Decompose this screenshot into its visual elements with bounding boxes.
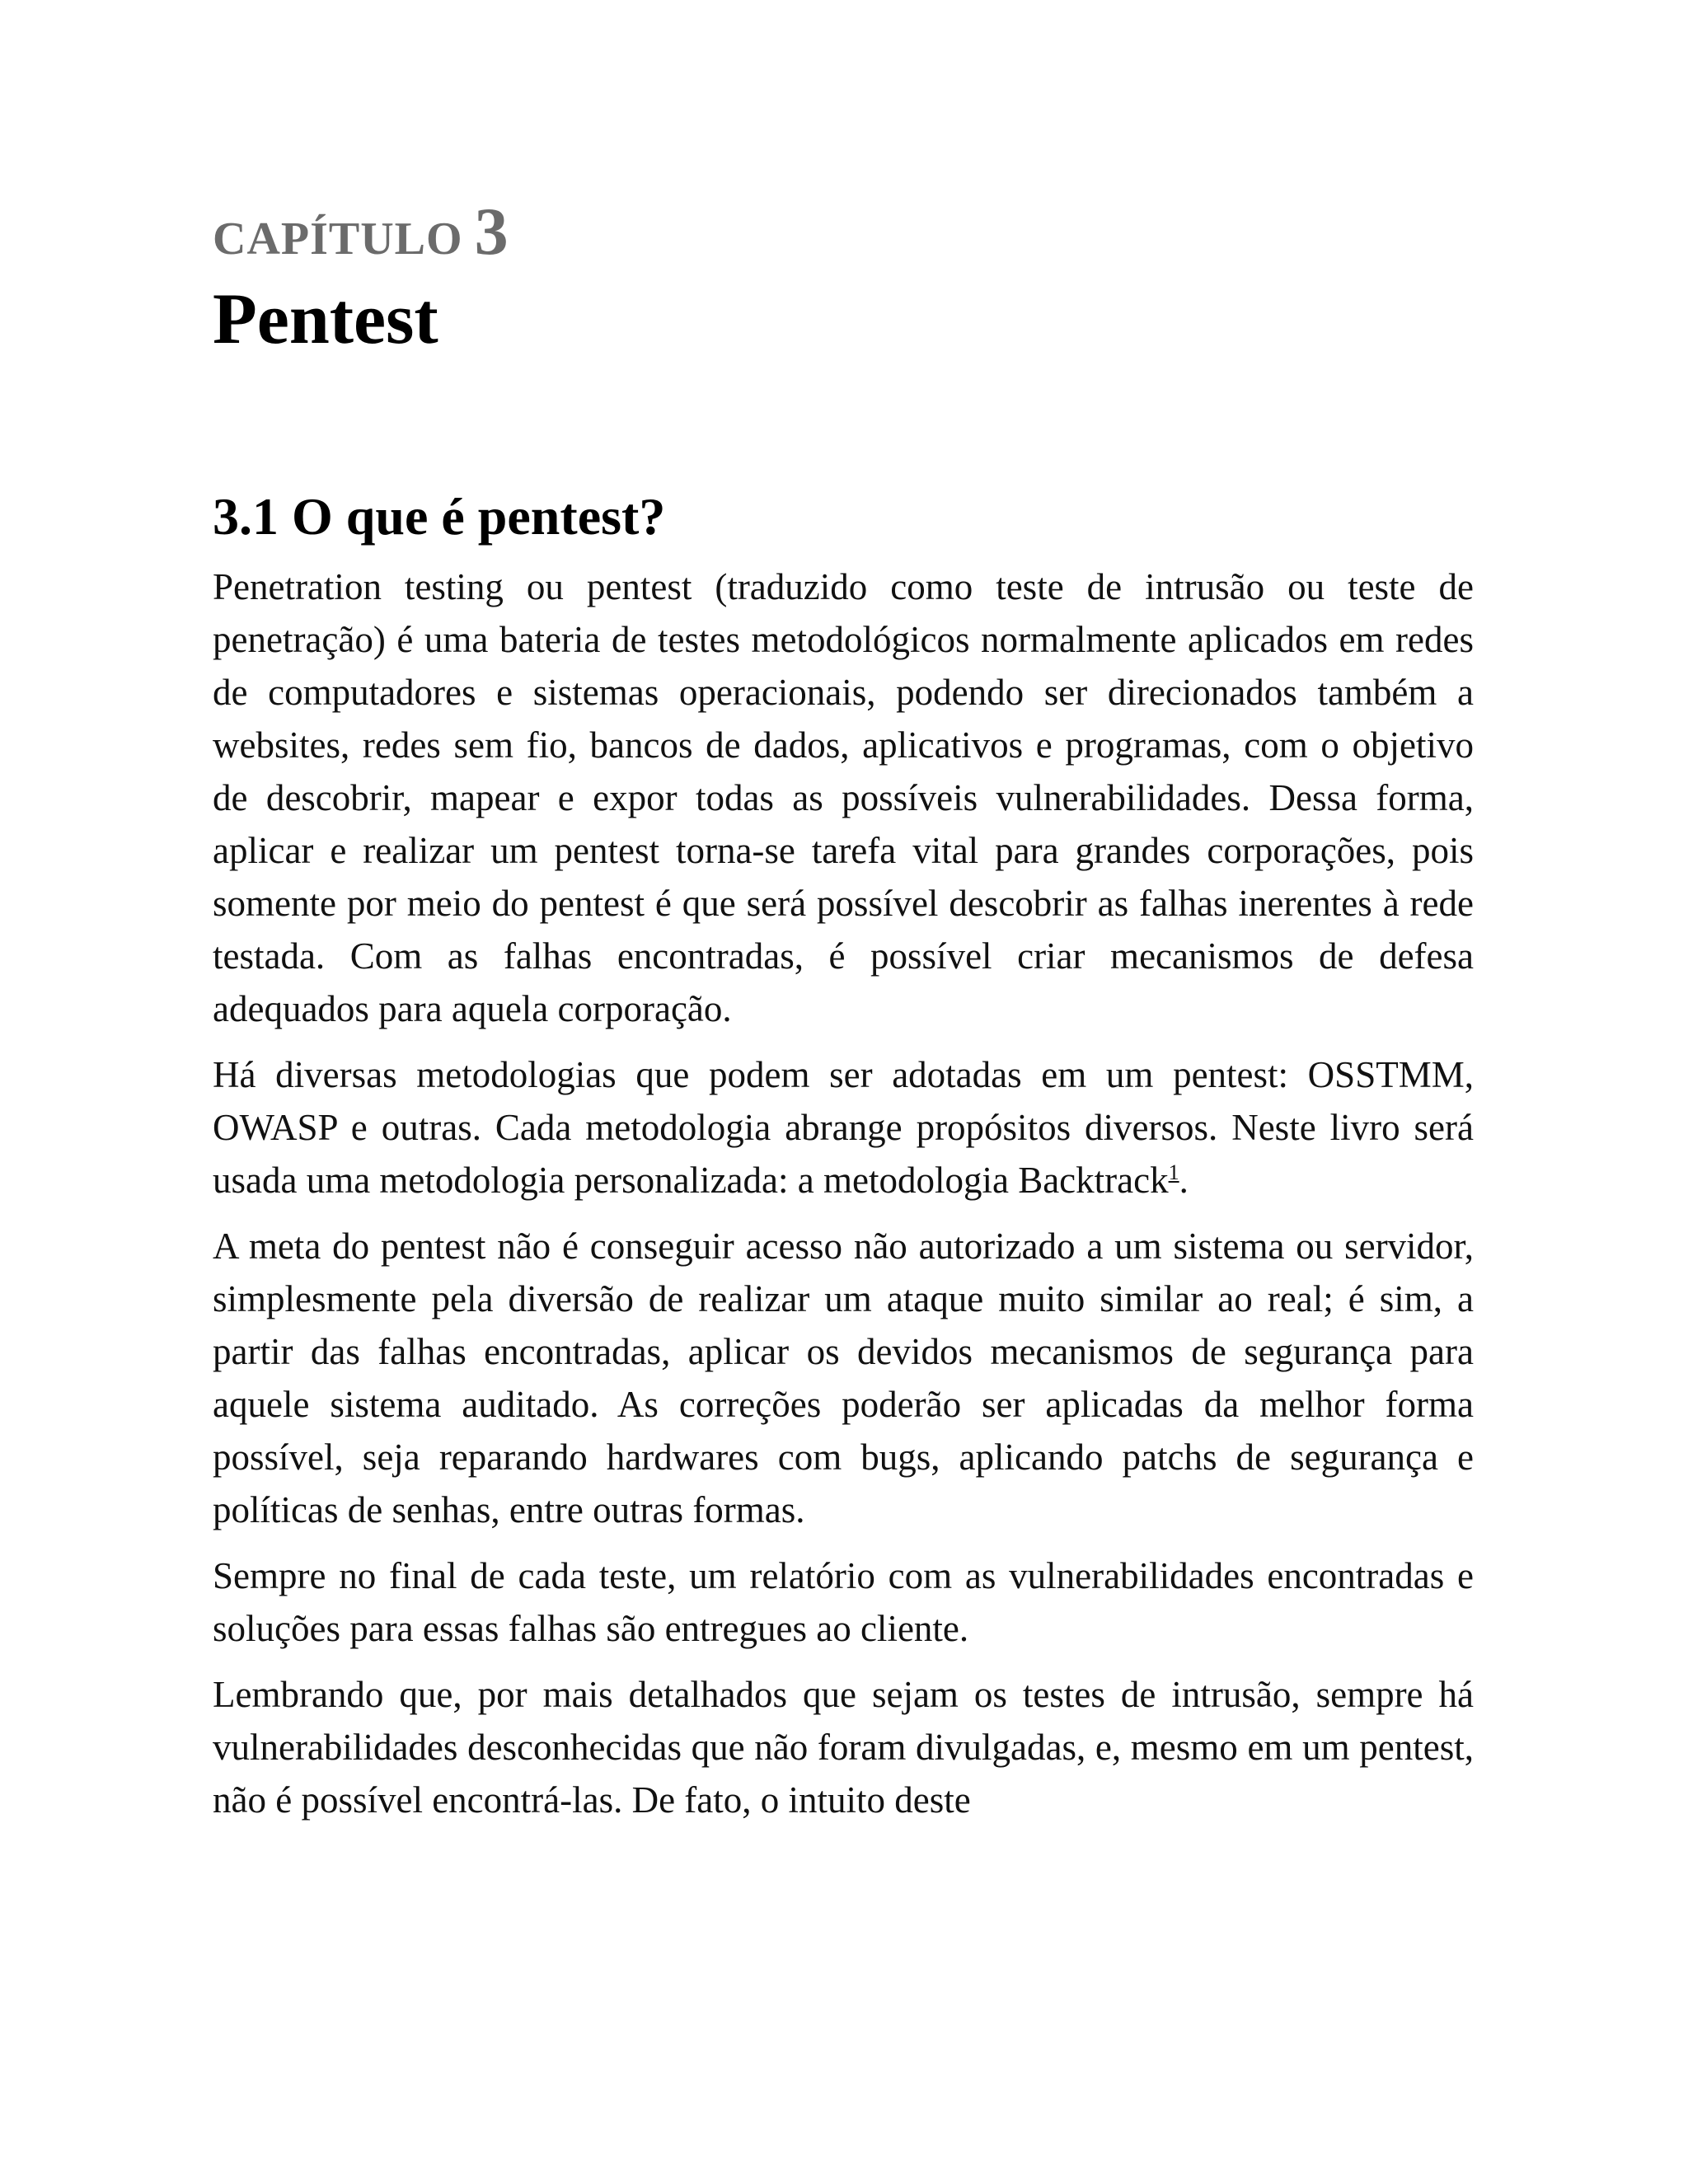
chapter-number: 3 bbox=[474, 194, 509, 269]
page-content bbox=[213, 194, 1474, 1840]
paragraph-5: Lembrando que, por mais detalhados que sejam os testes de intrusão, sempre há vulnerabilidades desconhecidas que não foram divulgadas, e, mesmo em um pentest, não é possível encontrá-las. De fato, o intuito deste bbox=[213, 1674, 1474, 1821]
section-title: 3.1 O que é pentest? bbox=[213, 486, 666, 546]
footnote-link[interactable]: 1 bbox=[1168, 1160, 1179, 1185]
chapter-title: Pentest bbox=[213, 279, 438, 359]
paragraph-3: A meta do pentest não é conseguir acesso não autorizado a um sistema ou servidor, simplesmente pela diversão de realizar um ataque muito similar ao real; é sim, a partir das falhas encontradas, aplicar os devidos mecanismos de segurança para aquele sistema auditado. As correções poderão ser aplicadas da melhor forma possível, seja reparando hardwares com bugs, aplicando patchs de segurança e políticas de senhas, entre outras formas. bbox=[213, 1226, 1474, 1531]
paragraph-1: Penetration testing ou pentest (traduzido como teste de intrusão ou teste de penetração) é uma bateria de testes metodológicos normalmente aplicados em redes de computadores e sistemas operacionais, podendo ser direcionados também a websites, redes sem fio, bancos de dados, aplicativos e programas, com o objetivo de descobrir, mapear e expor todas as possíveis vulnerabilidades. Dessa forma, aplicar e realizar um pentest torna-se tarefa vital para grandes corporações, pois somente por meio do pentest é que será possível descobrir as falhas inerentes à rede testada. Com as falhas encontradas, é possível criar mecanismos de defesa adequados para aquela corporação. bbox=[213, 566, 1474, 1030]
chapter-label bbox=[213, 194, 1474, 269]
chapter-word: CAPÍTULO bbox=[213, 213, 463, 265]
paragraph-4: Sempre no final de cada teste, um relatório com as vulnerabilidades encontradas e soluções para essas falhas são entregues ao cliente. bbox=[213, 1555, 1474, 1650]
paragraph-2 bbox=[213, 1048, 1474, 1207]
paragraph-2-text: Há diversas metodologias que podem ser adotadas em um pentest: OSSTMM, OWASP e outras. Cada metodologia abrange propósitos diversos. Neste livro será usada uma metodologia personalizada: a metodologia Backtrack bbox=[213, 1054, 1474, 1202]
paragraph-2-end: . bbox=[1179, 1160, 1189, 1202]
